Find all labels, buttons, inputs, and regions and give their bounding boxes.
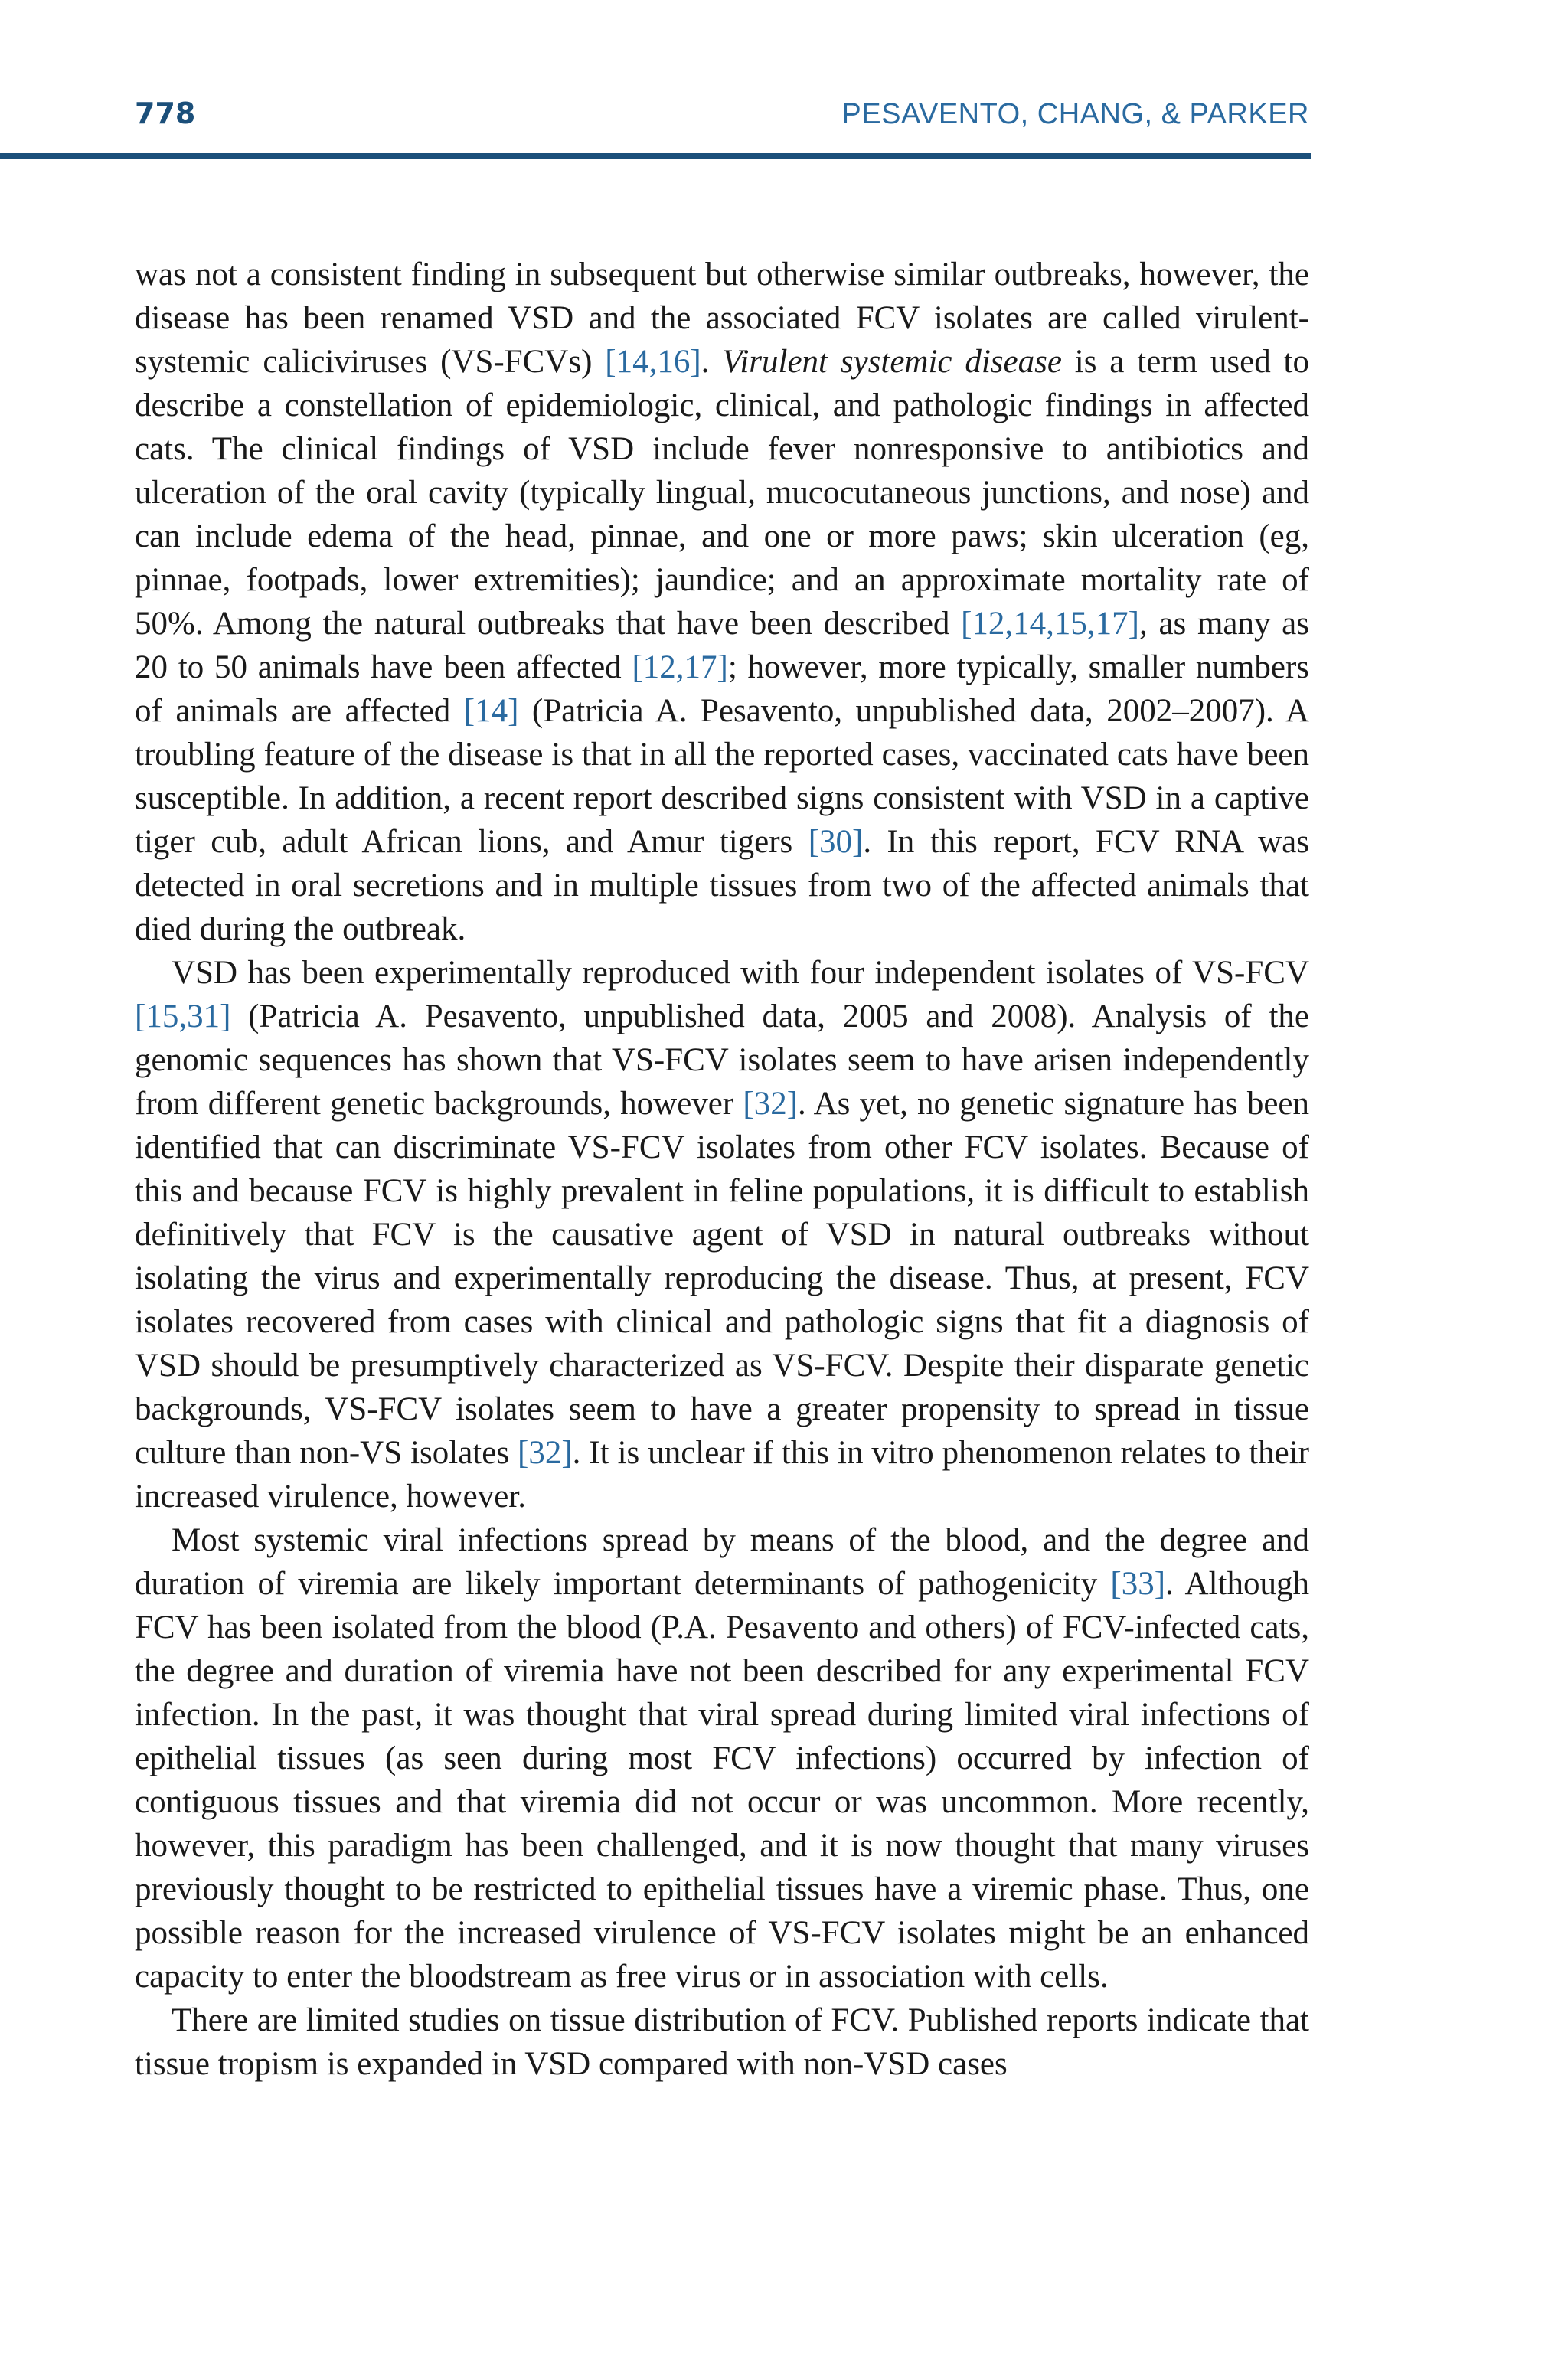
paragraph-text: , as many as 20 to 50 animals have been affected bbox=[135, 606, 1309, 685]
paragraph-text: There are limited studies on tissue distribution of FCV. Published reports indicate that tissue tropism is expanded in VSD compared with non-VSD cases bbox=[135, 2002, 1309, 2082]
citation-link[interactable]: [32] bbox=[518, 1435, 573, 1471]
citation-link[interactable]: [12,14,15,17] bbox=[961, 606, 1139, 642]
paragraph-text: (Patricia A. Pesavento, unpublished data, 2002–2007). A troubling feature of the disease is that in all the reported cases, vaccinated cats have been susceptible. In addition, a recent report described signs consistent with VSD in a captive tiger cub, adult African lions, and Amur tigers bbox=[135, 693, 1309, 860]
paragraph-text: . It is unclear if this in vitro phenomenon relates to their increased virulence, however. bbox=[135, 1435, 1310, 1515]
body-text bbox=[135, 253, 1309, 2086]
paragraph-text: Most systemic viral infections spread by means of the blood, and the degree and duration of viremia are likely important determinants of pathogenicity bbox=[135, 1522, 1309, 1602]
paragraph-text: . bbox=[701, 344, 723, 380]
paragraph-text: (Patricia A. Pesavento, unpublished data, 2005 and 2008). Analysis of the genomic sequences has shown that VS-FCV isolates seem to have arisen independently from different genetic backgrounds, however bbox=[135, 998, 1309, 1122]
body-paragraph bbox=[135, 1998, 1309, 2086]
paragraph-text: . As yet, no genetic signature has been identified that can discriminate VS-FCV isolates from other FCV isolates. Because of this and because FCV is highly prevalent in feline populations, it is difficult to establish definitively that FCV is the causative agent of VSD in natural outbreaks without isolating the virus and experimentally reproducing the disease. Thus, at present, FCV isolates recovered from cases with clinical and pathologic signs that fit a diagnosis of VSD should be presumptively characterized as VS-FCV. Despite their disparate genetic backgrounds, VS-FCV isolates seem to have a greater propensity to spread in tissue culture than non-VS isolates bbox=[135, 1086, 1309, 1471]
page-header bbox=[135, 96, 1309, 142]
paragraph-text: . In this report, FCV RNA was detected in oral secretions and in multiple tissues from two of the affected animals that died during the outbreak. bbox=[135, 824, 1309, 947]
paragraph-text: ; however, more typically, smaller numbers of animals are affected bbox=[135, 649, 1310, 729]
citation-link[interactable]: [12,17] bbox=[632, 649, 728, 685]
body-paragraph bbox=[135, 253, 1309, 951]
citation-link[interactable]: [14,16] bbox=[605, 344, 701, 380]
paragraph-text: was not a consistent finding in subsequent but otherwise similar outbreaks, however, the disease has been renamed VSD and the associated FCV isolates are called virulent-systemic caliciviruses (VS-FCVs) bbox=[135, 257, 1309, 380]
citation-link[interactable]: [32] bbox=[743, 1086, 799, 1122]
paragraph-text: . Although FCV has been isolated from the blood (P.A. Pesavento and others) of FCV-infected cats, the degree and duration of viremia have not been described for any experimental FCV infection. In the past, it was thought that viral spread during limited viral infections of epithelial tissues (as seen during most FCV infections) occurred by infection of contiguous tissues and that viremia did not occur or was uncommon. More recently, however, this paradigm has been challenged, and it is now thought that many viruses previously thought to be restricted to epithelial tissues have a viremic phase. Thus, one possible reason for the increased virulence of VS-FCV isolates might be an enhanced capacity to enter the bloodstream as free virus or in association with cells. bbox=[135, 1566, 1310, 1995]
citation-link[interactable]: [30] bbox=[808, 824, 864, 860]
paragraph-text: VSD has been experimentally reproduced with four independent isolates of VS-FCV bbox=[172, 955, 1309, 991]
body-paragraph bbox=[135, 951, 1309, 1518]
page-number: 778 bbox=[135, 96, 196, 130]
citation-link[interactable]: [14] bbox=[463, 693, 519, 729]
citation-link[interactable]: [33] bbox=[1110, 1566, 1166, 1602]
italic-term: Virulent systemic disease bbox=[722, 344, 1062, 380]
body-paragraph bbox=[135, 1518, 1309, 1998]
citation-link[interactable]: [15,31] bbox=[135, 998, 231, 1034]
running-head: PESAVENTO, CHANG, & PARKER bbox=[841, 98, 1309, 130]
header-rule bbox=[0, 153, 1311, 159]
paragraph-text: is a term used to describe a constellation of epidemiologic, clinical, and pathologic findings in affected cats. The clinical findings of VSD include fever nonresponsive to antibiotics and ulceration of the oral cavity (typically lingual, mucocutaneous junctions, and nose) and can include edema of the head, pinnae, and one or more paws; skin ulceration (eg, pinnae, footpads, lower extremities); jaundice; and an approximate mortality rate of 50%. Among the natural outbreaks that have been described bbox=[135, 344, 1310, 642]
